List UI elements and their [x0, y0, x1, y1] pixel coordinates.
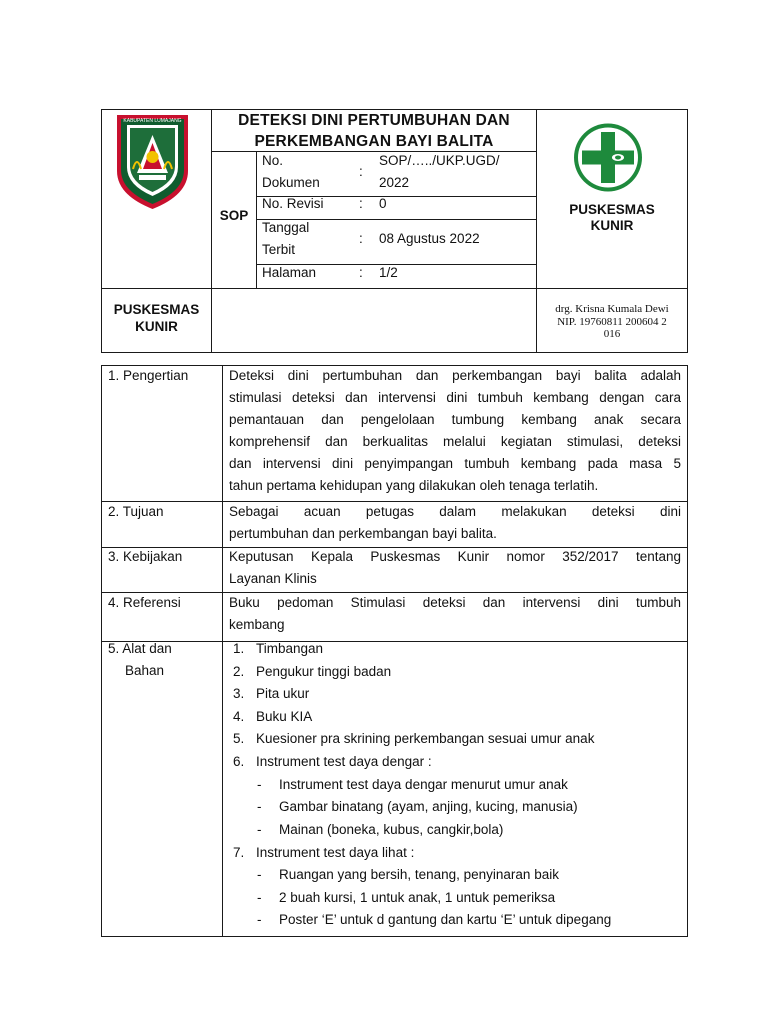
text-line: Buku pedoman Stimulasi deteksi dan intervensi dini tumbuh — [229, 595, 681, 610]
list-item: Ruangan yang bersih, tenang, penyinaran baik — [279, 867, 559, 882]
list-item: Kuesioner pra skrining perkembangan sesuai umur anak — [256, 731, 595, 746]
signer-nip: NIP. 19760811 200604 2 — [557, 315, 667, 328]
colon: : — [359, 196, 363, 211]
list-item: Mainan (boneka, kubus, cangkir,bola) — [279, 822, 504, 837]
signer-nip: 016 — [603, 328, 621, 340]
org-line: PUSKESMAS — [569, 202, 655, 217]
list-item: Poster ‘E’ untuk d gantung dan kartu ‘E’ untuk dipegang — [279, 912, 612, 927]
list-item: Instrument test daya lihat : — [256, 845, 415, 860]
text-line: pertumbuhan dan perkembangan bayi balita. — [229, 526, 497, 541]
list-number: 1. — [233, 641, 245, 656]
list-item: Instrument test daya dengar : — [256, 754, 432, 769]
text-line: Sebagai acuan petugas dalam melakukan deteksi dini — [229, 504, 681, 519]
tanggal-value: 08 Agustus 2022 — [379, 231, 480, 246]
text-line: Deteksi dini pertumbuhan dan perkembangan bayi balita adalah — [229, 368, 681, 383]
text-line: pemantauan dan pengelolaan tumbung kembang anak secara — [229, 412, 681, 427]
text-line: Layanan Klinis — [229, 571, 317, 586]
org-line: PUSKESMAS — [113, 302, 200, 317]
list-item: Buku KIA — [256, 709, 313, 724]
row-label-pengertian: 1. Pengertian — [108, 368, 189, 383]
tanggal-label-line: Terbit — [262, 242, 296, 257]
list-bullet: - — [257, 912, 262, 927]
list-number: 4. — [233, 709, 245, 724]
list-number: 5. — [233, 731, 245, 746]
colon: : — [359, 265, 363, 280]
row-label-kebijakan: 3. Kebijakan — [108, 549, 183, 564]
tanggal-label — [262, 217, 357, 261]
document-title — [212, 110, 536, 151]
title-line: PERKEMBANGAN BAYI BALITA — [254, 133, 494, 150]
text-line: kembang — [229, 617, 285, 632]
list-item: Instrument test daya dengar menurut umur anak — [279, 777, 568, 792]
doc-no-value — [379, 150, 534, 194]
row-label-tujuan: 2. Tujuan — [108, 504, 164, 519]
list-bullet: - — [257, 799, 262, 814]
text-line: Keputusan Kepala Puskesmas Kunir nomor 352/2017 tentang — [229, 549, 681, 564]
row-label-alat — [108, 638, 172, 682]
list-item: Pengukur tinggi badan — [256, 664, 392, 679]
colon: : — [359, 231, 363, 246]
text-line: stimulasi deteksi dan intervensi dini tumbuh kembang dengan cara — [229, 390, 681, 405]
label-line: Bahan — [125, 663, 165, 678]
signer-name: drg. Krisna Kumala Dewi — [555, 303, 669, 315]
colon: : — [359, 164, 363, 179]
label-line: 5. Alat dan — [108, 641, 172, 656]
row-content-pengertian — [229, 365, 681, 497]
sop-label: SOP — [219, 208, 249, 223]
doc-no-label-line: Dokumen — [262, 175, 320, 190]
doc-no-value-line: SOP/…../UKP.UGD/ — [379, 153, 500, 168]
doc-no-value-line: 2022 — [379, 175, 410, 190]
list-bullet: - — [257, 822, 262, 837]
text-line: komprehensif dan berkualitas melalui kegiatan stimulasi, deteksi — [229, 434, 681, 449]
signer-block — [537, 303, 687, 341]
divider — [101, 288, 688, 289]
list-bullet: - — [257, 890, 262, 905]
row-content-referensi — [229, 592, 681, 636]
revisi-label: No. Revisi — [262, 196, 324, 211]
list-item: Timbangan — [256, 641, 324, 656]
list-number: 6. — [233, 754, 245, 769]
right-org-name — [537, 202, 687, 234]
list-number: 7. — [233, 845, 245, 860]
list-bullet: - — [257, 867, 262, 882]
list-item: Gambar binatang (ayam, anjing, kucing, manusia) — [279, 799, 578, 814]
doc-no-label-line: No. — [262, 153, 284, 168]
list-item: 2 buah kursi, 1 untuk anak, 1 untuk pemeriksa — [279, 890, 556, 905]
row-content-kebijakan — [229, 546, 681, 590]
list-number: 2. — [233, 664, 245, 679]
list-number: 3. — [233, 686, 245, 701]
divider — [101, 641, 688, 642]
text-line: dan intervensi dini penyimpangan tumbuh kembang pada masa 5 — [229, 456, 681, 471]
tanggal-label-line: Tanggal — [262, 220, 310, 235]
revisi-value: 0 — [379, 196, 387, 211]
title-line: DETEKSI DINI PERTUMBUHAN DAN — [238, 112, 510, 129]
halaman-label: Halaman — [262, 265, 317, 280]
kabupaten-logo — [113, 111, 192, 211]
puskesmas-logo — [568, 119, 648, 196]
list-bullet: - — [257, 777, 262, 792]
row-content-tujuan — [229, 501, 681, 545]
org-line: KUNIR — [135, 319, 178, 334]
divider — [222, 365, 223, 937]
list-item: Pita ukur — [256, 686, 310, 701]
text-line: tahun pertama kehidupan yang dilakukan oleh tenaga terlatih. — [229, 478, 599, 493]
row-label-referensi: 4. Referensi — [108, 595, 181, 610]
left-org-name — [102, 301, 211, 335]
logo-caption: KABUPATEN LUMAJANG — [123, 118, 182, 124]
halaman-value: 1/2 — [379, 265, 398, 280]
org-line: KUNIR — [590, 218, 634, 233]
doc-no-label — [262, 150, 357, 194]
